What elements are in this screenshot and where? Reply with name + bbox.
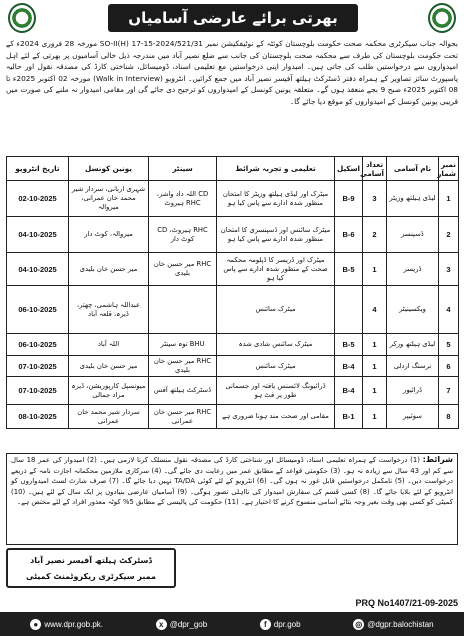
cell-center: ڈسٹرکٹ ہیلتھ آفس <box>149 377 217 405</box>
cell-bps: B-1 <box>335 405 363 429</box>
cell-uc: میروالہ، کوٹ دار <box>69 217 149 253</box>
cell-qualification: میٹرک اور لیڈی ہیلتھ وزیٹر کا امتحان منظور شدہ ادارے سے پاس کیا ہو <box>217 181 335 217</box>
cell-serial: 2 <box>439 217 459 253</box>
cell-count: 1 <box>363 405 387 429</box>
conditions-section <box>6 453 458 545</box>
cell-uc: میر حسن خان بلیدی <box>69 253 149 286</box>
cell-bps: B-9 <box>335 181 363 217</box>
cell-post: لیڈی ہیلتھ وزیٹر <box>387 181 439 217</box>
header-center: سینٹر <box>149 157 217 181</box>
twitter-icon: x <box>156 619 167 630</box>
conditions-title: شرائط: <box>422 455 453 464</box>
cell-serial: 3 <box>439 253 459 286</box>
signature-box <box>6 548 176 588</box>
cell-uc: میونسپل کارپوریشن، ڈیرہ مراد جمالی <box>69 377 149 405</box>
footer-bar <box>0 612 464 636</box>
cell-count: 1 <box>363 377 387 405</box>
cell-count: 2 <box>363 217 387 253</box>
health-department-logo-icon <box>428 3 456 33</box>
cell-date: 04-10-2025 <box>7 253 69 286</box>
cell-uc: سردار شیر محمد خان عمرانی <box>69 405 149 429</box>
cell-uc: شہری اربانی، سردار شیر محمد خان عمرانی، میروالہ <box>69 181 149 217</box>
cell-bps: B-4 <box>335 377 363 405</box>
cell-post: لیڈی ہیلتھ ورکر <box>387 334 439 356</box>
cell-date: 06-10-2025 <box>7 334 69 356</box>
cell-center: BHU توہ سینٹر <box>149 334 217 356</box>
footer-website-text: www.dpr.gob.pk. <box>44 619 104 629</box>
cell-bps: B-5 <box>335 334 363 356</box>
cell-serial: 4 <box>439 286 459 334</box>
intro-paragraph: بحوالہ جناب سیکرٹری محکمہ صحت حکومت بلوچستان کوئٹہ کے نوٹیفکیشن نمبر SO-II(H) 17-15-2024/521/31 مورخہ 28 فروری 2024ء کے تحت حکومت بلوچستان کی طرف سے محکمہ صحت بلوچستان کی جانب سے ضلع نصیر آباد میں مندرجہ ذیل خالی آسامیوں پر بھرتی کے لئے اہل امیدواروں سے درخواستیں طلب کی جاتی ہیں۔ امیدوار اپنی درخواستیں مع تعلیمی اسناد، ڈومیسائل، شناختی کارڈ کی مصدقہ نقول اور حالیہ پاسپورٹ سائز تصاویر کے ہمراہ دفتر ڈسٹرکٹ ہیلتھ آفیسر نصیر آباد میں جمع کرائیں۔ انٹرویو (Walk in Interview) مورخہ 02 اکتوبر 2025ء تا 08 اکتوبر 2025ء صبح 9 بجے منعقد ہوں گے۔ متعلقہ یونین کونسل کے امیدواروں کو ترجیح دی جائے گی اور مقامی امیدوار نہ ملنے کی صورت میں قریبی یونین کونسل کے امیدواروں کو موقع دیا جائے گا۔ <box>6 39 459 106</box>
cell-count: 1 <box>363 334 387 356</box>
cell-date: 07-10-2025 <box>7 377 69 405</box>
table-row <box>7 181 459 217</box>
table-row <box>7 286 459 334</box>
table-row <box>7 377 459 405</box>
table-row <box>7 405 459 429</box>
table-row <box>7 334 459 356</box>
footer-handle-1: @dpr_gob <box>169 619 208 629</box>
cell-serial: 6 <box>439 356 459 377</box>
cell-bps: B-5 <box>335 253 363 286</box>
globe-icon: ● <box>30 619 41 630</box>
cell-uc: اللہ آباد <box>69 334 149 356</box>
signatory-subtitle: ممبر سیکرٹری ریکروٹمنٹ کمیٹی <box>26 572 156 581</box>
cell-serial: 7 <box>439 377 459 405</box>
cell-date: 08-10-2025 <box>7 405 69 429</box>
cell-qualification: میٹرک سائنس <box>217 286 335 334</box>
table-row <box>7 253 459 286</box>
conditions-text: (1) درخواست کے ہمراہ تعلیمی اسناد، ڈومیسائل اور شناختی کارڈ کی مصدقہ نقول منسلک کرنا لازمی ہیں۔ (2) امیدوار کی عمر 18 سال سے کم اور 43 سال سے زیادہ نہ ہو۔ (3) حکومتی قواعد کے مطابق عمر میں رعایت دی جائے گی۔ (4) سرکاری ملازمین محکمانہ اجازت نامہ کے ذریعے درخواست دیں۔ (5) نامکمل درخواستیں قابل غور نہ ہوں گی۔ (6) انٹرویو کے لئے کوئی TA/DA نہیں دیا جائے گا۔ (7) صرف شارٹ لسٹ امیدواروں کو انٹرویو کے لئے بلایا جائے گا۔ (8) کسی قسم کی سفارش امیدوار کی نااہلی تصور ہوگی۔ (9) آسامیاں عارضی بنیادوں پر ایک سال کے لئے ہیں۔ (10) کمیٹی کو کسی بھی وقت بغیر وجہ بتائے آسامی منسوخ کرنے کا اختیار ہے۔ (11) حکومت کی پالیسی کے مطابق 5% کوٹہ معذور افراد کے لئے مختص ہے۔ <box>11 456 453 506</box>
cell-qualification: میٹرک سائنس شادی شدہ <box>217 334 335 356</box>
cell-uc: عبداللہ ہاشمی، چھتر، ڈیرہ، قلعہ آباد <box>69 286 149 334</box>
vacancies-table <box>6 156 459 429</box>
cell-center: CD اللہ داد واشر، RHC ہیروٹ <box>149 181 217 217</box>
header-count: تعداد آسامی <box>363 157 387 181</box>
header-post: نام آسامی <box>387 157 439 181</box>
cell-serial: 1 <box>439 181 459 217</box>
table-header-row <box>7 157 459 181</box>
cell-count: 4 <box>363 286 387 334</box>
table-row <box>7 217 459 253</box>
cell-center <box>149 286 217 334</box>
government-emblem-icon <box>8 3 36 33</box>
cell-qualification: میٹرک سائنس <box>217 356 335 377</box>
cell-center: RHC ہیروٹ، CD کوٹ دار <box>149 217 217 253</box>
cell-bps: B-6 <box>335 217 363 253</box>
footer-social-1[interactable] <box>156 619 207 630</box>
facebook-icon: f <box>260 619 271 630</box>
header-date: تاریخ انٹرویو <box>7 157 69 181</box>
cell-bps: B-4 <box>335 356 363 377</box>
cell-center: RHC میر حسن خان عمرانی <box>149 405 217 429</box>
prq-number: PRQ No1407/21-09-2025 <box>355 598 458 608</box>
instagram-icon: ◎ <box>353 619 364 630</box>
page-title: بھرتی برائے عارضی آسامیاں <box>108 4 358 32</box>
cell-date: 02-10-2025 <box>7 181 69 217</box>
cell-post: ڈرائیور <box>387 377 439 405</box>
cell-center: RHC میر حسن خان بلیدی <box>149 253 217 286</box>
header-qualification: تعلیمی و تجربہ شرائط <box>217 157 335 181</box>
cell-post: ویکسینیٹر <box>387 286 439 334</box>
cell-post: ڈریسر <box>387 253 439 286</box>
header-serial: نمبر شمار <box>439 157 459 181</box>
header-uc: یونین کونسل <box>69 157 149 181</box>
footer-website[interactable] <box>30 619 103 630</box>
cell-post: ڈسپنسر <box>387 217 439 253</box>
cell-date: 07-10-2025 <box>7 356 69 377</box>
header-bps: اسکیل <box>335 157 363 181</box>
footer-social-3[interactable] <box>353 619 433 630</box>
footer-social-2[interactable] <box>260 619 301 630</box>
cell-date: 06-10-2025 <box>7 286 69 334</box>
footer-handle-3: @dgpr.balochistan <box>367 619 434 629</box>
cell-qualification: مقامی اور صحت مند ہونا ضروری ہے <box>217 405 335 429</box>
signatory-title: ڈسٹرکٹ ہیلتھ آفیسر نصیر آباد <box>30 556 152 565</box>
cell-qualification: میٹرک اور ڈریسر کا ڈپلومہ محکمہ صحت کے منظور شدہ ادارے سے پاس کیا ہو <box>217 253 335 286</box>
header <box>0 0 464 36</box>
cell-post: سوئیپر <box>387 405 439 429</box>
cell-count: 1 <box>363 356 387 377</box>
cell-qualification: میٹرک سائنس اور ڈسپنسری کا امتحان منظور شدہ ادارے سے پاس کیا ہو <box>217 217 335 253</box>
table-row <box>7 356 459 377</box>
cell-count: 1 <box>363 253 387 286</box>
cell-serial: 8 <box>439 405 459 429</box>
cell-serial: 5 <box>439 334 459 356</box>
cell-qualification: ڈرائیونگ لائسنس یافتہ اور جسمانی طور پر فٹ ہو <box>217 377 335 405</box>
cell-date: 04-10-2025 <box>7 217 69 253</box>
cell-post: نرسنگ اردلی <box>387 356 439 377</box>
cell-count: 3 <box>363 181 387 217</box>
cell-center: RHC میر حسن خان بلیدی <box>149 356 217 377</box>
cell-bps <box>335 286 363 334</box>
footer-handle-2: dpr.gob <box>273 619 301 629</box>
cell-uc: میر حسن خان بلیدی <box>69 356 149 377</box>
